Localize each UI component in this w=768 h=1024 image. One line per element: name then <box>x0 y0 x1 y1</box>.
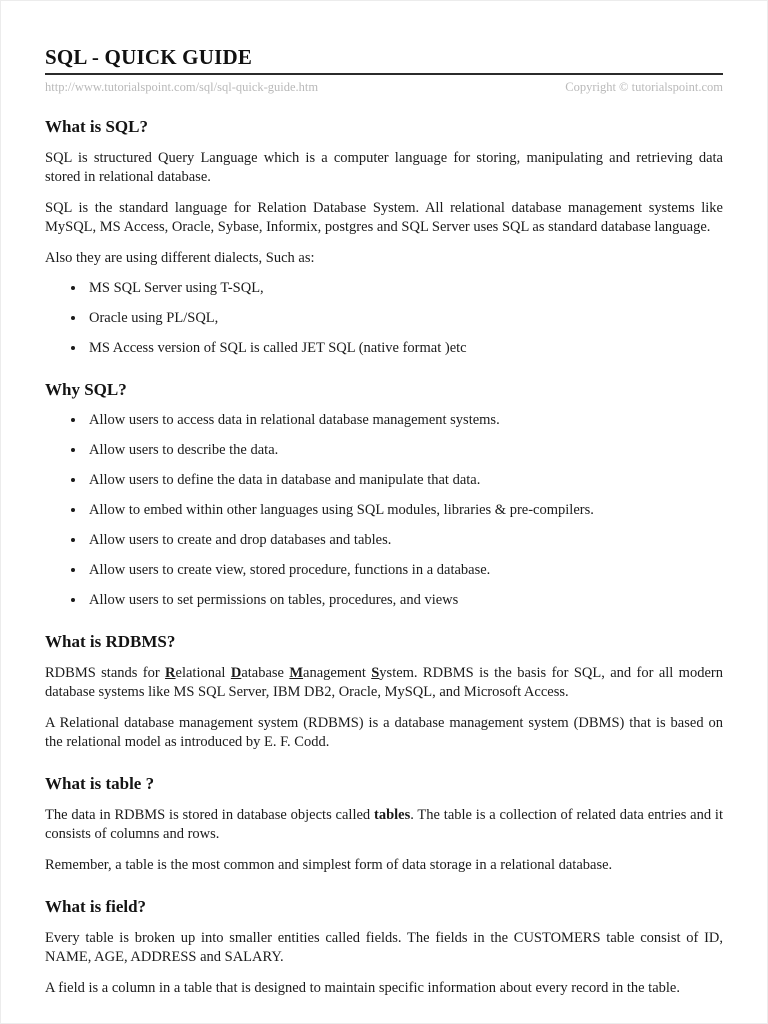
what-is-sql-paragraph-1: SQL is structured Query Language which is a computer language for storing, manipulating and retrieving data stored in relational database. <box>45 150 723 185</box>
list-item: • Allow users to create and drop databases and tables. <box>86 531 723 550</box>
what-is-field-paragraph-2: A field is a column in a table that is designed to maintain specific information about every record in the table. <box>45 980 680 996</box>
list-item: • MS Access version of SQL is called JET SQL (native format )etc <box>86 339 723 358</box>
list-item: • Allow users to define the data in database and manipulate that data. <box>86 471 723 490</box>
list-item: • Allow to embed within other languages using SQL modules, libraries & pre-compilers. <box>86 501 723 520</box>
section-what-is-field <box>45 896 723 998</box>
list-item: • Oracle using PL/SQL, <box>86 309 723 328</box>
text-run: RDBMS stands for <box>45 665 166 681</box>
why-sql-heading: Why SQL? <box>45 380 127 399</box>
emphasized-letter: M <box>289 665 304 681</box>
what-is-sql-paragraph-2: SQL is the standard language for Relation Database System. All relational database management systems like MySQL, MS Access, Oracle, Sybase, Informix, postgres and SQL Server uses SQL as standard database language. <box>45 200 723 235</box>
text-run: atabase <box>241 665 290 681</box>
emphasized-letter: S <box>371 665 380 681</box>
what-is-rdbms-paragraph-1 <box>45 664 723 702</box>
list-item: • Allow users to access data in relational database management systems. <box>86 411 723 430</box>
what-is-field-heading: What is field? <box>45 897 147 916</box>
what-is-table-paragraph-1 <box>45 806 723 844</box>
what-is-rdbms-heading: What is RDBMS? <box>45 632 176 651</box>
text-run: . The table is a collection of related data entries and it consists of columns and rows. <box>45 807 723 842</box>
what-is-sql-heading: What is SQL? <box>45 117 148 136</box>
title-divider <box>45 73 723 75</box>
section-what-is-table <box>45 773 723 875</box>
sql-dialects-list <box>45 279 723 358</box>
text-run: The data in RDBMS is stored in database objects called <box>45 807 374 823</box>
what-is-rdbms-paragraph-2: A Relational database management system (RDBMS) is a database management system (DBMS) that is based on the relational model as introduced by E. F. Codd. <box>45 715 723 750</box>
list-item: • Allow users to create view, stored procedure, functions in a database. <box>86 561 723 580</box>
what-is-table-heading: What is table ? <box>45 774 155 793</box>
meta-row <box>45 80 723 95</box>
page-header <box>45 45 723 95</box>
list-item: • MS SQL Server using T-SQL, <box>86 279 723 298</box>
text-run: anagement <box>303 665 372 681</box>
why-sql-list <box>45 411 723 610</box>
list-item: • Allow users to set permissions on tables, procedures, and views <box>86 591 723 610</box>
what-is-sql-paragraph-3: Also they are using different dialects, Such as: <box>45 250 315 266</box>
section-what-is-sql <box>45 116 723 358</box>
copyright-notice: Copyright © tutorialspoint.com <box>565 80 723 94</box>
list-item: • Allow users to describe the data. <box>86 441 723 460</box>
emphasized-letter: R <box>165 665 176 681</box>
what-is-field-paragraph-1: Every table is broken up into smaller entities called fields. The fields in the CUSTOMERS table consist of ID, NAME, AGE, ADDRESS and SALARY. <box>45 930 723 965</box>
text-run: ystem. RDBMS is the basis for SQL, and for all modern database systems like MS SQL Server, IBM DB2, Oracle, MySQL, and Microsoft Access. <box>45 665 723 700</box>
emphasized-letter: D <box>230 665 242 681</box>
what-is-table-paragraph-2: Remember, a table is the most common and simplest form of data storage in a relational database. <box>45 857 613 873</box>
source-url: http://www.tutorialspoint.com/sql/sql-quick-guide.htm <box>45 80 319 94</box>
section-what-is-rdbms <box>45 631 723 752</box>
bold-text: tables <box>373 807 411 823</box>
page-title: SQL - QUICK GUIDE <box>45 45 253 69</box>
section-why-sql <box>45 379 723 610</box>
text-run: elational <box>175 665 231 681</box>
